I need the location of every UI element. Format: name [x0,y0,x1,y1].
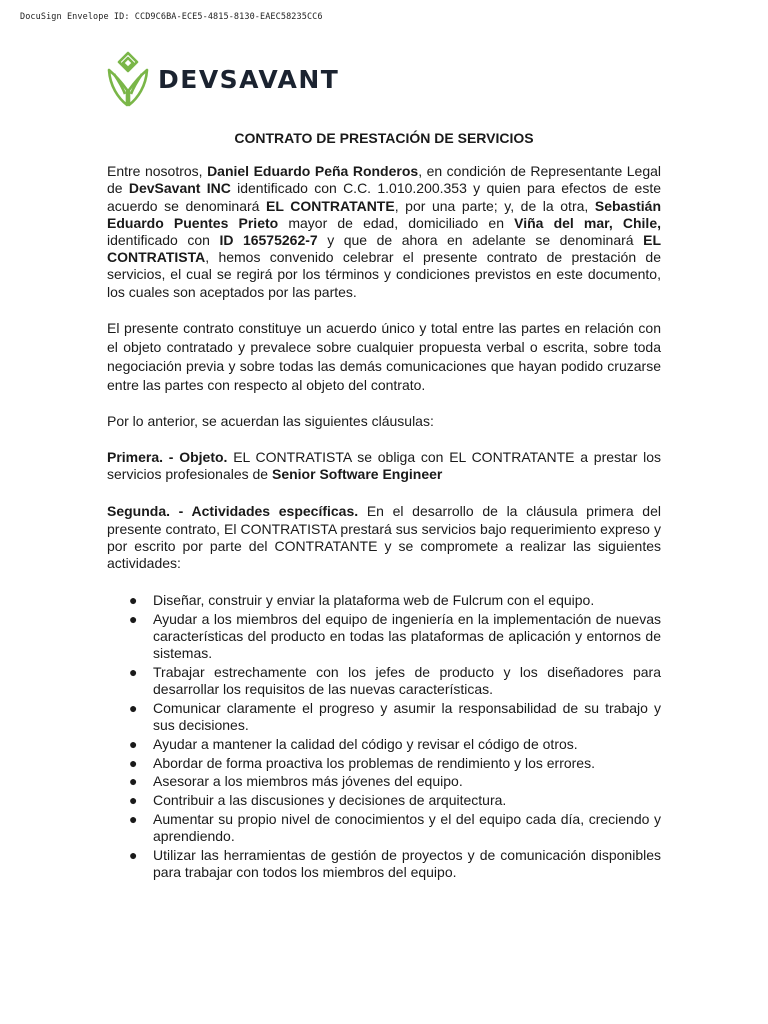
contratista-label: EL CONTRATISTA [107,232,661,266]
intro-text: , hemos convenido celebrar el presente contrato de prestación de servicios, el cual se regirá por los términos y condiciones previstos en este documento, los cuales son aceptados por las partes. [107,249,661,300]
activity-text: Contribuir a las discusiones y decisiones de arquitectura. [153,791,507,808]
clause-primera [107,449,661,483]
list-item [107,736,661,753]
clause-text: EL CONTRATISTA se obliga con EL CONTRATANTE a prestar los servicios profesionales de [107,449,662,483]
activity-text: Ayudar a los miembros del equipo de ingeniería en la implementación de nuevas características del producto en todas las plataformas de aplicación y entornos de sistemas. [153,610,661,662]
list-item [107,773,661,790]
bullet-icon: ● [129,810,138,827]
docusign-envelope-id: DocuSign Envelope ID: CCD9C6BA-ECE5-4815-8130-EAEC58235CC6 [20,12,323,22]
list-item [107,811,661,845]
contratante-label: EL CONTRATANTE [266,197,395,214]
bullet-icon: ● [129,754,138,771]
bullet-icon: ● [129,664,138,681]
clauses-intro: Por lo anterior, se acuerdan las siguientes cláusulas: [107,412,434,429]
activity-text: Abordar de forma proactiva los problemas de rendimiento y los errores. [153,754,595,771]
list-item [107,592,661,609]
activity-text: Aumentar su propio nivel de conocimientos y el del equipo cada día, creciendo y aprendiendo. [153,810,661,844]
intro-text: mayor de edad, domiciliado en [278,214,515,231]
activity-text: Trabajar estrechamente con los jefes de producto y los diseñadores para desarrollar los requisitos de las nuevas características. [153,664,661,698]
activity-text: Diseñar, construir y enviar la plataforma web de Fulcrum con el equipo. [153,592,595,609]
intro-text: , en condición de Representante Legal de [107,163,662,197]
contractor-name: Sebastián Eduardo Puentes Prieto [107,197,661,231]
intro-text: Entre nosotros, [107,163,208,180]
activity-text: Ayudar a mantener la calidad del código y revisar el código de otros. [153,735,578,752]
list-item [107,611,661,663]
bullet-icon: ● [129,699,138,716]
bullet-icon: ● [129,791,138,808]
devsavant-leaf-icon [106,50,150,108]
list-item [107,664,661,698]
bullet-icon: ● [129,773,138,790]
activity-text: Asesorar a los miembros más jóvenes del equipo. [153,773,463,790]
agreement-paragraph: El presente contrato constituye un acuerdo único y total entre las partes en relación con el objeto contratado y prevalece sobre cualquier propuesta verbal o escrita, sobre toda negociación previa y sobre todas las demás comunicaciones que hayan podido cruzarse entre las partes con respecto al objeto del contrato. [107,319,661,393]
list-item [107,700,661,734]
intro-text: y que de ahora en adelante se denominará [317,232,644,249]
contractor-id: ID 16575262-7 [219,232,318,249]
page-title: CONTRATO DE PRESTACIÓN DE SERVICIOS [234,130,534,146]
logo-wordmark: DEVSAVANT [158,64,340,94]
list-item [107,847,661,881]
activities-list [107,592,661,881]
intro-text: identificado con [107,232,220,249]
bullet-icon: ● [129,735,138,752]
company-name: DevSavant INC [128,180,231,197]
intro-text: identificado con C.C. 1.010.200.353 y quien para efectos de este acuerdo se denominará [107,180,661,214]
intro-text: , por una parte; y, de la otra, [394,197,595,214]
bullet-icon: ● [129,592,138,609]
intro-paragraph [107,163,661,301]
devsavant-logo [106,50,339,108]
clause-segunda [107,503,661,572]
bullet-icon: ● [129,610,138,627]
clause-heading: Primera. - Objeto. [107,449,228,466]
contractor-city: Viña del mar, Chile, [514,214,661,231]
bullet-icon: ● [129,846,138,863]
list-item [107,755,661,772]
clause-text: En el desarrollo de la cláusula primera del presente contrato, El CONTRATISTA prestará sus servicios bajo requerimiento expreso y por escrito por parte del CONTRATANTE y se compromete a realizar las siguientes actividades: [107,503,661,572]
role-title: Senior Software Engineer [271,466,443,483]
contract-body [107,130,661,883]
activity-text: Utilizar las herramientas de gestión de proyectos y de comunicación disponibles para trabajar con todos los miembros del equipo. [153,846,661,880]
representative-name: Daniel Eduardo Peña Ronderos [207,163,419,180]
list-item [107,792,661,809]
clause-heading: Segunda. - Actividades específicas. [107,503,359,520]
activity-text: Comunicar claramente el progreso y asumir la responsabilidad de su trabajo y sus decisiones. [153,699,661,734]
